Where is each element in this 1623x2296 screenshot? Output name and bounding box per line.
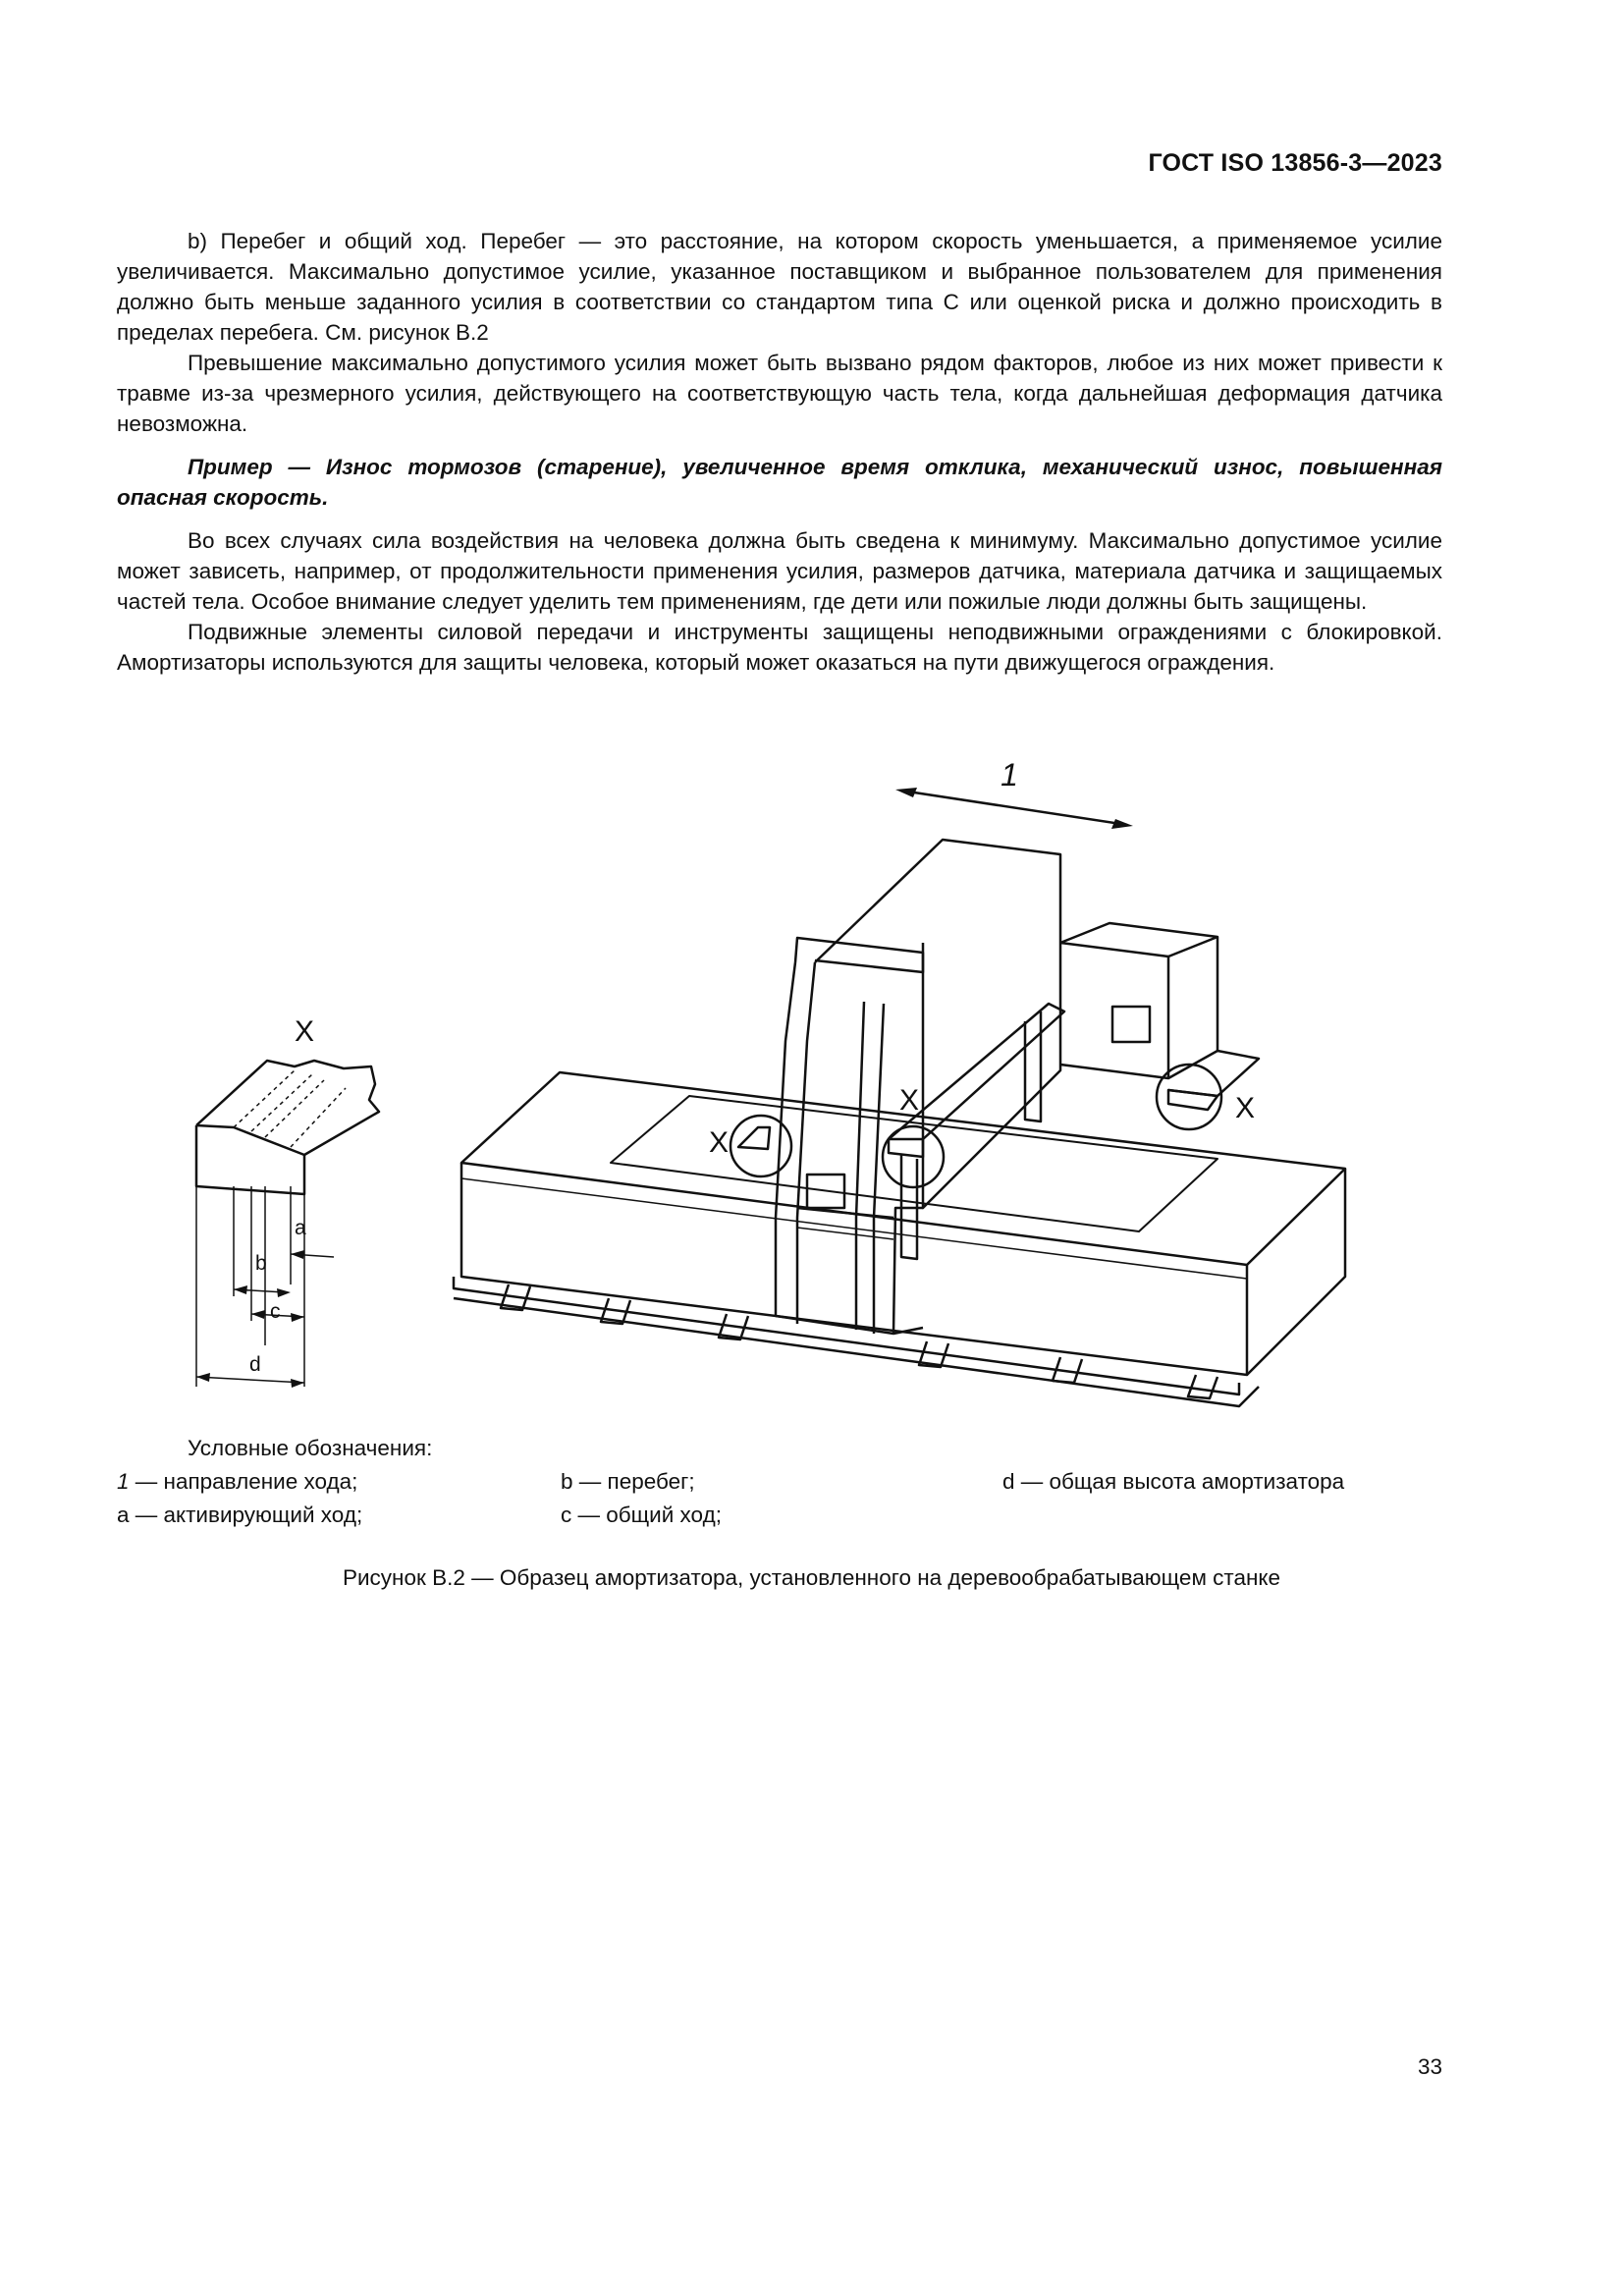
marker-x-center: X <box>899 1084 920 1117</box>
dim-b-label: b <box>255 1252 267 1275</box>
figure-b2 <box>0 746 1623 1414</box>
direction-arrow <box>895 788 1133 829</box>
machine-housing <box>1060 923 1259 1096</box>
detail-x-title: X <box>294 1015 315 1048</box>
paragraph-excess-force: Превышение максимально допустимого усилия может быть вызвано рядом факторов, любое из них может привести к травме из-за чрезмерного усилия, действующего на соответствующую часть тела, когда дальнейшая деформация датчика невозможна. <box>117 351 1442 436</box>
paragraph-example: Пример — Износ тормозов (старение), увеличенное время отклика, механический износ, повышенная опасная скорость. <box>117 455 1442 510</box>
legend-item-actuating-travel: a — активирующий ход; <box>117 1503 363 1527</box>
dim-a-label: a <box>295 1217 306 1239</box>
machine-drawing <box>0 746 1623 1414</box>
paragraph-overtravel: b) Перебег и общий ход. Перебег — это расстояние, на котором скорость уменьшается, а применяемое усилие увеличивается. Максимально допустимое усилие, указанное поставщиком и выбранное пользователем для применения должно быть меньше заданного усилия в соответствии со стандартом типа С или оценкой риска и должно происходить в пределах перебега. См. рисунок В.2 <box>117 229 1442 345</box>
paragraph-moving-elements: Подвижные элементы силовой передачи и инструменты защищены неподвижными ограждениями с блокировкой. Амортизаторы используются для защиты человека, который может оказаться на пути движущегося ограждения. <box>117 620 1442 675</box>
marker-x-right: X <box>1235 1092 1256 1124</box>
legend-item-overtravel: b — перебег; <box>561 1469 695 1494</box>
page-number: 33 <box>1417 2054 1442 2079</box>
legend-title: Условные обозначения: <box>188 1436 433 1460</box>
legend <box>117 1432 1491 1532</box>
legend-item-total-travel: c — общий ход; <box>561 1503 722 1527</box>
detail-x-shock-absorber <box>196 1061 379 1388</box>
document-header: ГОСТ ISO 13856-3—2023 <box>1148 149 1442 177</box>
legend-item-total-height: d — общая высота амортизатора <box>1002 1469 1345 1494</box>
body-text <box>117 226 1442 678</box>
figure-caption: Рисунок В.2 — Образец амортизатора, установленного на деревообрабатывающем станке <box>342 1565 1281 1590</box>
paragraph-minimize-force: Во всех случаях сила воздействия на человека должна быть сведена к минимуму. Максимально допустимое усилие может зависеть, например, от продолжительности применения усилия, размеров датчика, материала датчика и защищаемых частей тела. Особое внимание следует уделить тем применениям, где дети или пожилые люди должны быть защищены. <box>117 528 1442 614</box>
marker-x-left: X <box>709 1126 730 1159</box>
legend-item-direction: 1 — направление хода; <box>117 1469 358 1494</box>
dim-c-label: c <box>270 1300 281 1323</box>
dim-d-label: d <box>249 1353 261 1376</box>
direction-label: 1 <box>1001 757 1018 793</box>
